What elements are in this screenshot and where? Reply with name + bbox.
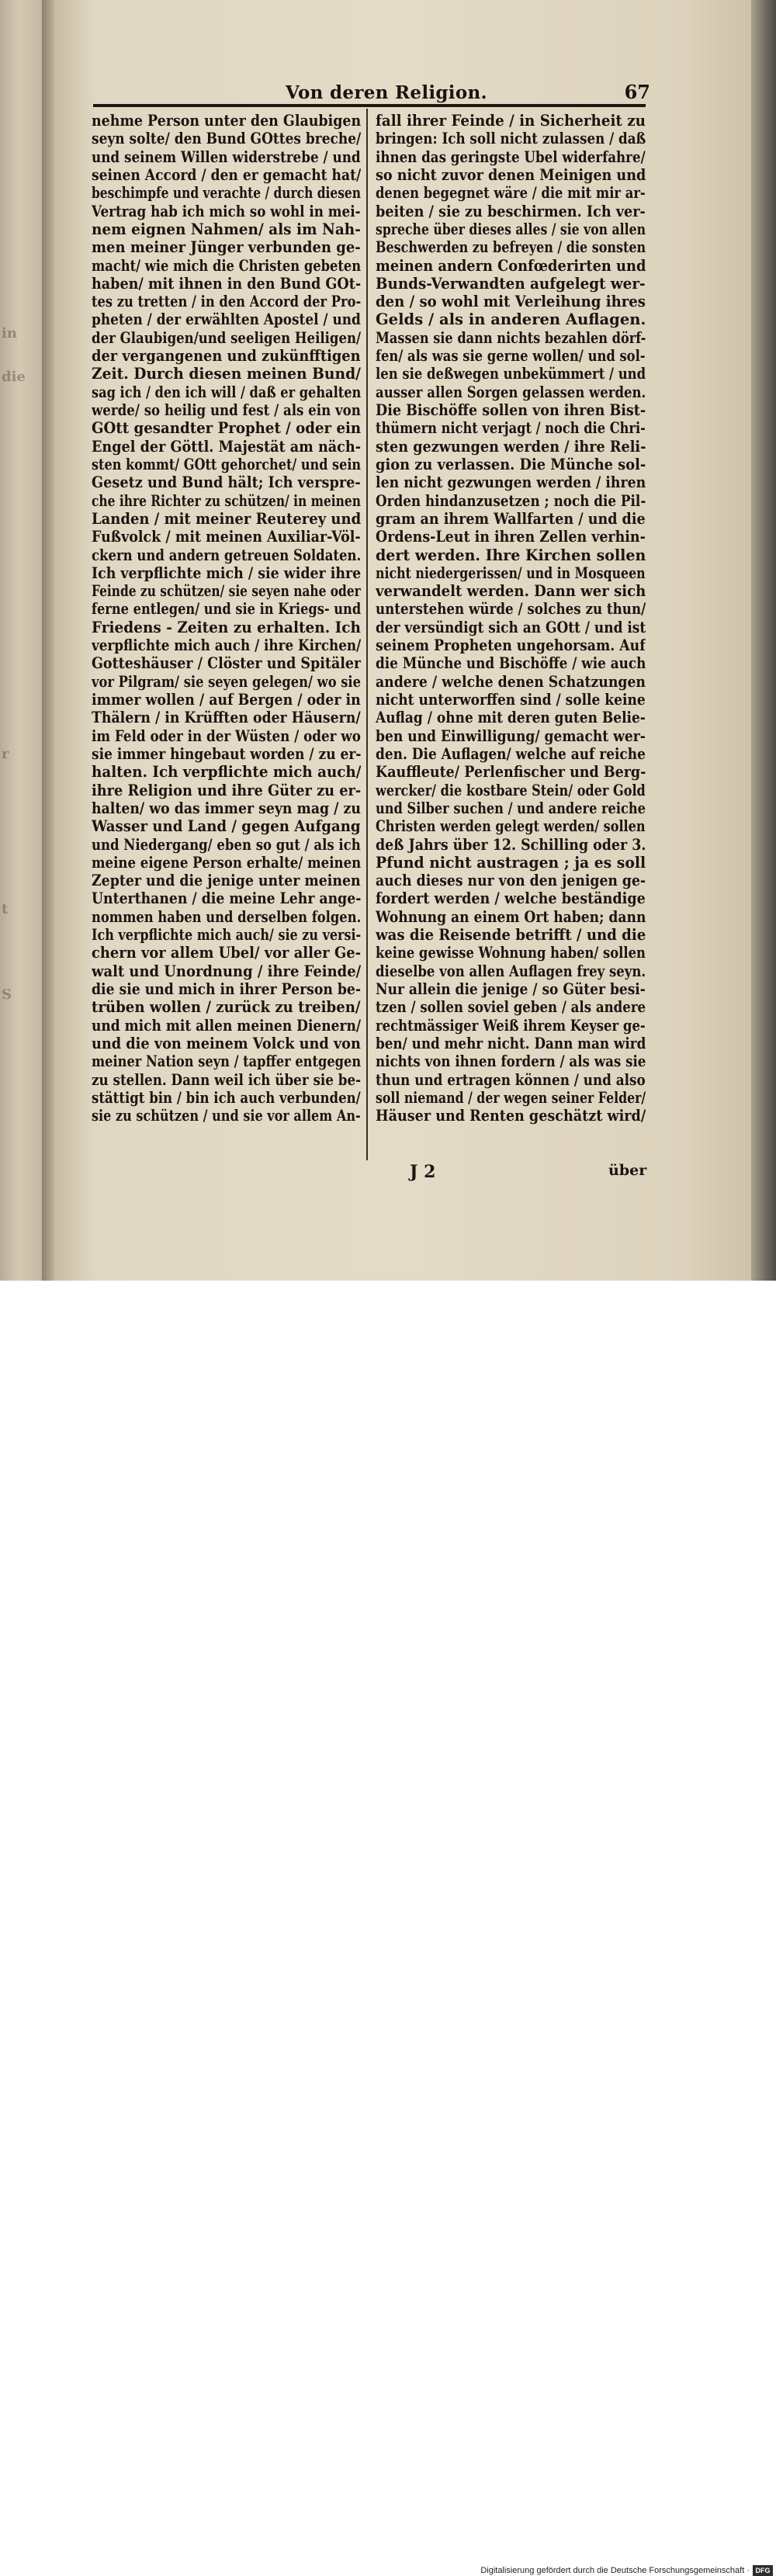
text-line: wercker/ die kostbare Stein/ oder Gold: [376, 781, 646, 799]
text-line: meinen andern Confœderirten und: [376, 256, 646, 275]
text-line: beiten / sie zu beschirmen. Ich ver-: [376, 202, 646, 220]
text-line: der vergangenen und zukünfftigen: [92, 347, 361, 366]
text-line: Fußvolck / mit meinen Auxiliar-Völ-: [92, 528, 361, 546]
text-line: Friedens - Zeiten zu erhalten. Ich: [92, 618, 361, 636]
page-number: 67: [624, 81, 650, 103]
text-line: sten gezwungen werden / ihre Reli-: [376, 437, 646, 456]
text-line: gion zu verlassen. Die Münche sol-: [376, 455, 646, 473]
text-line: immer wollen / auf Bergen / oder in: [92, 691, 361, 709]
text-line: men meiner Jünger verbunden ge-: [92, 238, 361, 257]
text-line: ihnen das geringste Ubel widerfahre/: [376, 147, 646, 166]
text-line: sag ich / den ich will / daß er gehalten: [92, 383, 361, 401]
text-line: werde/ so heilig und fest / als ein von: [92, 401, 361, 419]
text-line: thümern nicht verjagt / noch die Chri-: [376, 419, 646, 438]
bleed-fragment: in: [2, 325, 17, 342]
text-line: nommen haben und derselben folgen.: [92, 907, 361, 926]
text-line: unterstehen würde / solches zu thun/: [376, 600, 646, 619]
text-line: stättigt bin / bin ich auch verbunden/: [92, 1088, 361, 1107]
text-line: sie immer hingebaut worden / zu er-: [92, 744, 361, 763]
text-line: spreche über dieses alles / sie von allen: [376, 220, 646, 238]
text-line: und mich mit allen meinen Dienern/: [92, 1016, 361, 1035]
text-line: meiner Nation seyn / tapffer entgegen: [92, 1052, 361, 1071]
text-line: denen begegnet wäre / die mit mir ar-: [376, 184, 646, 203]
digitization-credit: Digitalisierung gefördert durch die Deutsche Forschungsgemeinschaft ·: [480, 2566, 750, 2575]
text-line: so nicht zuvor denen Meinigen und: [376, 165, 646, 184]
text-line: thun und ertragen können / und also: [376, 1070, 646, 1089]
text-column-right: [376, 112, 646, 1125]
text-line: rechtmässiger Weiß ihrem Keyser ge-: [376, 1016, 646, 1035]
text-line: nichts von ihnen fordern / als was sie: [376, 1052, 646, 1071]
text-line: dieselbe von allen Auflagen frey seyn.: [376, 962, 646, 980]
bleed-fragment: S: [2, 986, 12, 1003]
text-line: die sie und mich in ihrer Person be-: [92, 980, 361, 998]
text-line: im Feld oder in der Wüsten / oder wo: [92, 726, 361, 745]
book-gutter-shadow: [42, 0, 54, 1281]
text-line: macht/ wie mich die Christen gebeten: [92, 256, 361, 275]
text-line: Engel der Göttl. Majestät am näch-: [92, 437, 361, 456]
text-line: fall ihrer Feinde / in Sicherheit zu: [376, 112, 646, 130]
text-line: Thälern / in Krüfften oder Häusern/: [92, 709, 361, 727]
text-line: und Niedergang/ eben so gut / als ich: [92, 835, 361, 854]
text-line: Christen werden gelegt werden/ sollen: [376, 817, 646, 836]
text-line: Vertrag hab ich mich so wohl in mei-: [92, 202, 361, 220]
text-line: seyn solte/ den Bund GOttes breche/: [92, 130, 361, 148]
bleed-fragment: die: [2, 369, 26, 385]
text-line: trüben wollen / zurück zu treiben/: [92, 998, 361, 1017]
text-line: nicht unterworffen sind / solle keine: [376, 691, 646, 709]
text-line: ckern und andern getreuen Soldaten.: [92, 546, 361, 564]
catchword: über: [608, 1162, 647, 1179]
text-line: keine gewisse Wohnung haben/ sollen: [376, 944, 646, 962]
text-line: Gotteshäuser / Clöster und Spitäler: [92, 654, 361, 673]
text-line: vor Pilgram/ sie seyen gelegen/ wo sie: [92, 672, 361, 691]
text-line: seinen Accord / den er gemacht hat/: [92, 165, 361, 184]
text-column-left: [92, 112, 361, 1125]
text-line: tes zu tretten / in den Accord der Pro-: [92, 293, 361, 311]
text-line: Häuser und Renten geschätzt wird/: [376, 1107, 646, 1125]
text-line: Ich verpflichte mich auch/ sie zu versi-: [92, 926, 361, 945]
text-line: Landen / mit meiner Reuterey und: [92, 509, 361, 528]
text-line: den. Die Auflagen/ welche auf reiche: [376, 744, 646, 763]
facing-page-bleed-text: [2, 986, 33, 1004]
text-line: verpflichte mich auch / ihre Kirchen/: [92, 636, 361, 655]
text-line: und die von meinem Volck und von: [92, 1034, 361, 1052]
facing-page-bleed-text: [2, 324, 33, 343]
text-line: Auflag / ohne mit deren guten Belie-: [376, 709, 646, 727]
text-line: zu stellen. Dann weil ich über sie be-: [92, 1070, 361, 1089]
text-line: beschimpfe und verachte / durch diesen: [92, 184, 361, 203]
signature-mark: J 2: [410, 1162, 436, 1182]
text-line: der Glaubigen/und seeligen Heiligen/: [92, 328, 361, 347]
text-line: andere / welche denen Schatzungen: [376, 672, 646, 691]
facing-page-bleed-text: [2, 900, 33, 919]
text-line: auch dieses nur von den jenigen ge-: [376, 872, 646, 890]
text-line: Unterthanen / die meine Lehr ange-: [92, 889, 361, 908]
text-line: nicht niedergerissen/ und in Mosqueen: [376, 563, 646, 582]
text-line: tzen / sollen soviel geben / als andere: [376, 998, 646, 1017]
text-line: meine eigene Person erhalte/ meinen: [92, 853, 361, 872]
text-line: ferne entlegen/ und sie in Kriegs- und: [92, 600, 361, 619]
text-line: len nicht gezwungen werden / ihren: [376, 473, 646, 492]
running-title: Von deren Religion.: [286, 82, 487, 103]
text-line: gram an ihrem Wallfarten / und die: [376, 509, 646, 528]
header-rule: [93, 104, 646, 107]
text-line: Ich verpflichte mich / sie wider ihre: [92, 563, 361, 582]
text-line: walt und Unordnung / ihre Feinde/: [92, 962, 361, 980]
bleed-fragment: r: [2, 746, 9, 762]
text-line: deß Jahrs über 12. Schilling oder 3.: [376, 835, 646, 854]
text-line: und Silber suchen / und andere reiche: [376, 799, 646, 817]
text-line: ausser allen Sorgen gelassen werden.: [376, 383, 646, 401]
facing-page-bleed-text: [2, 745, 33, 764]
text-line: ben/ und mehr nicht. Dann man wird: [376, 1034, 646, 1052]
text-line: sten kommt/ GOtt gehorchet/ und sein: [92, 455, 361, 473]
text-line: sie zu schützen / und sie vor allem An-: [92, 1107, 361, 1125]
text-line: ben und Einwilligung/ gemacht wer-: [376, 726, 646, 745]
text-line: und seinem Willen widerstrebe / und: [92, 147, 361, 166]
text-line: Massen sie dann nichts bezahlen dörf-: [376, 328, 646, 347]
text-line: nem eignen Nahmen/ als im Nah-: [92, 220, 361, 238]
text-line: Feinde zu schützen/ sie seyen nahe oder: [92, 582, 361, 601]
text-line: GOtt gesandter Prophet / oder ein: [92, 419, 361, 438]
text-line: ihre Religion und ihre Güter zu er-: [92, 781, 361, 799]
text-line: Orden hindanzusetzen ; noch die Pil-: [376, 491, 646, 510]
dfg-logo: DFG: [753, 2565, 773, 2576]
text-line: Zeit. Durch diesen meinen Bund/: [92, 365, 361, 383]
bleed-fragment: t: [2, 901, 9, 917]
text-line: Nur allein die jenige / so Güter besi-: [376, 980, 646, 998]
text-line: nehme Person unter den Glaubigen: [92, 112, 361, 130]
facing-page-bleed-text: [2, 368, 33, 387]
text-line: Wasser und Land / gegen Aufgang: [92, 817, 361, 836]
text-line: pheten / der erwählten Apostel / und: [92, 310, 361, 329]
text-line: Kauffleute/ Perlenfischer und Berg-: [376, 763, 646, 782]
text-line: Pfund nicht austragen ; ja es soll: [376, 853, 646, 872]
text-line: haben/ mit ihnen in den Bund GOt-: [92, 274, 361, 293]
facing-page-edge: [0, 0, 48, 1281]
text-line: chern vor allem Ubel/ vor aller Ge-: [92, 944, 361, 962]
text-line: bringen: Ich soll nicht zulassen / daß: [376, 130, 646, 148]
text-line: che ihre Richter zu schützen/ in meinen: [92, 491, 361, 510]
text-line: der versündigt sich an GOtt / und ist: [376, 618, 646, 636]
text-line: len sie deßwegen unbekümmert / und: [376, 365, 646, 383]
text-line: fen/ als was sie gerne wollen/ und sol-: [376, 347, 646, 366]
text-line: Gelds / als in anderen Auflagen.: [376, 310, 646, 329]
text-line: die Münche und Bischöffe / wie auch: [376, 654, 646, 673]
text-line: verwandelt werden. Dann wer sich: [376, 582, 646, 601]
text-line: fordert werden / welche beständige: [376, 889, 646, 908]
text-line: halten. Ich verpflichte mich auch/: [92, 763, 361, 782]
text-line: Ordens-Leut in ihren Zellen verhin-: [376, 528, 646, 546]
book-right-edge: [751, 0, 776, 1281]
text-line: Gesetz und Bund hält; Ich verspre-: [92, 473, 361, 492]
column-divider: [366, 109, 368, 1160]
text-line: Zepter und die jenige unter meinen: [92, 872, 361, 890]
text-line: Wohnung an einem Ort haben; dann: [376, 907, 646, 926]
text-line: seinem Propheten ungehorsam. Auf: [376, 636, 646, 655]
text-line: Beschwerden zu befreyen / die sonsten: [376, 238, 646, 257]
text-line: halten/ wo das immer seyn mag / zu: [92, 799, 361, 817]
scan-background: [0, 0, 776, 1281]
credit-bar: [0, 1281, 776, 2575]
text-line: was die Reisende betrifft / und die: [376, 926, 646, 945]
text-line: den / so wohl mit Verleihung ihres: [376, 293, 646, 311]
text-line: dert werden. Ihre Kirchen sollen: [376, 546, 646, 564]
text-line: soll niemand / der wegen seiner Felder/: [376, 1088, 646, 1107]
text-line: Die Bischöffe sollen von ihren Bist-: [376, 401, 646, 419]
text-line: Bunds-Verwandten aufgelegt wer-: [376, 274, 646, 293]
